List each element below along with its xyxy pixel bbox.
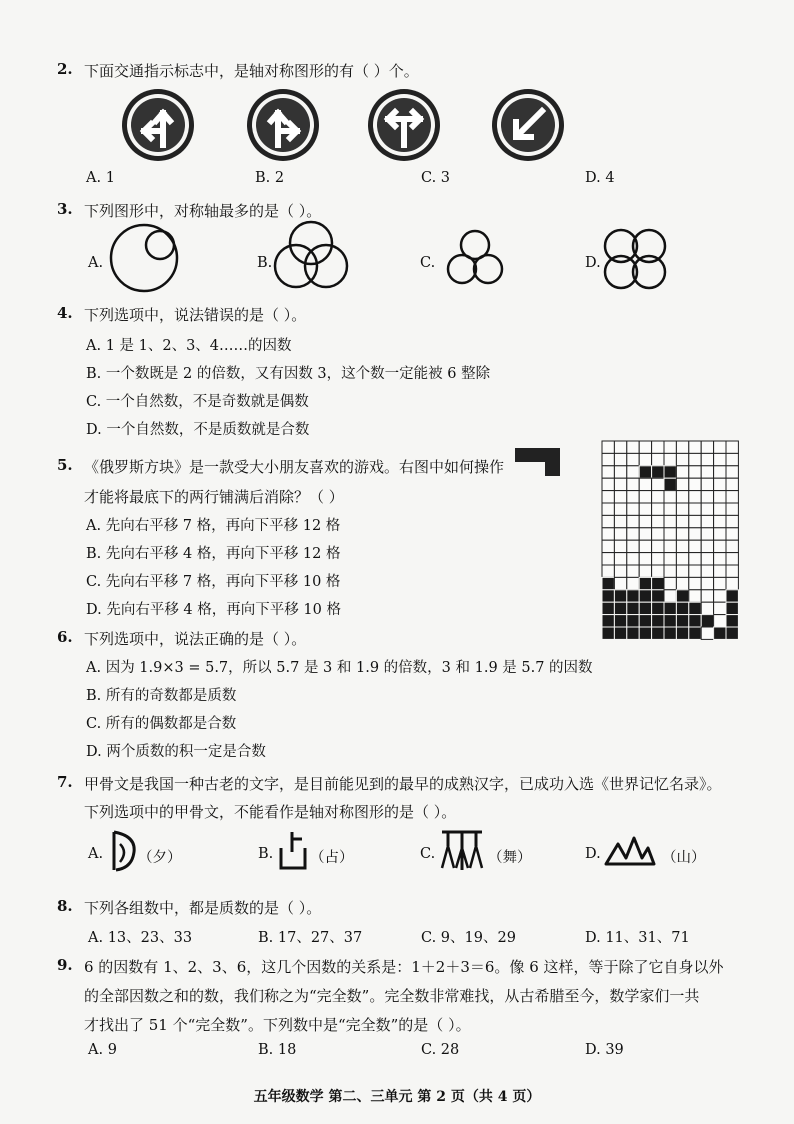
grid-cell-empty <box>639 515 651 527</box>
grid-cell-filled <box>689 602 701 614</box>
grid-cell-empty <box>602 466 614 478</box>
grid-cell-empty <box>614 540 626 552</box>
q3-option-b: B. <box>257 255 273 271</box>
grid-cell-filled <box>664 615 676 627</box>
grid-cell-empty <box>701 441 713 453</box>
grid-cell-filled <box>639 602 651 614</box>
oracle-shan-glyph-icon <box>604 834 656 868</box>
q8-option-a: A. 13、23、33 <box>88 930 193 946</box>
grid-cell-filled <box>652 466 664 478</box>
grid-cell-filled <box>652 590 664 602</box>
grid-cell-empty <box>664 503 676 515</box>
q7-option-b-gloss: （占） <box>310 850 354 866</box>
grid-cell-empty <box>689 441 701 453</box>
q4-option-d: D. 一个自然数，不是质数就是合数 <box>86 422 310 438</box>
grid-cell-empty <box>714 602 726 614</box>
tetromino-piece-icon <box>515 448 561 478</box>
grid-cell-filled <box>676 602 688 614</box>
grid-cell-empty <box>639 565 651 577</box>
grid-cell-empty <box>714 577 726 589</box>
grid-cell-filled <box>676 627 688 639</box>
grid-cell-empty <box>664 553 676 565</box>
grid-cell-empty <box>689 553 701 565</box>
q7-option-d-gloss: （山） <box>662 850 706 866</box>
q5-option-a: A. 先向右平移 7 格，再向下平移 12 格 <box>86 518 341 534</box>
q9-number: 9. <box>57 956 73 974</box>
q4-stem: 下列选项中，说法错误的是（ ）。 <box>84 306 307 324</box>
q4-option-c: C. 一个自然数，不是奇数就是偶数 <box>86 394 309 410</box>
q2-option-d: D. 4 <box>585 170 615 186</box>
grid-cell-filled <box>726 602 738 614</box>
grid-cell-empty <box>627 453 639 465</box>
q9-line1: 6 的因数有 1、2、3、6，这几个因数的关系是：1＋2＋3＝6。像 6 这样，等于除了它自身以外 <box>84 958 724 976</box>
grid-cell-empty <box>627 577 639 589</box>
grid-cell-empty <box>689 466 701 478</box>
grid-cell-filled <box>726 590 738 602</box>
grid-cell-empty <box>726 565 738 577</box>
circle-figure-c-icon <box>448 231 502 283</box>
grid-cell-empty <box>714 615 726 627</box>
grid-cell-empty <box>714 553 726 565</box>
oracle-wu-glyph-icon <box>440 828 484 874</box>
q7-option-c-label: C. <box>420 846 436 862</box>
grid-cell-empty <box>639 478 651 490</box>
q7-stem-line2: 下列选项中的甲骨文，不能看作是轴对称图形的是（ ）。 <box>84 803 457 821</box>
grid-cell-empty <box>639 453 651 465</box>
grid-cell-filled <box>627 602 639 614</box>
grid-cell-empty <box>652 515 664 527</box>
grid-cell-filled <box>676 590 688 602</box>
grid-cell-empty <box>701 565 713 577</box>
grid-cell-empty <box>676 528 688 540</box>
grid-cell-empty <box>714 491 726 503</box>
grid-cell-empty <box>602 540 614 552</box>
q2-option-b: B. 2 <box>255 170 285 186</box>
q5-option-c: C. 先向右平移 7 格，再向下平移 10 格 <box>86 574 341 590</box>
grid-cell-empty <box>726 540 738 552</box>
grid-cell-empty <box>714 590 726 602</box>
grid-cell-empty <box>676 540 688 552</box>
grid-cell-filled <box>639 615 651 627</box>
grid-cell-empty <box>602 503 614 515</box>
grid-cell-filled <box>652 615 664 627</box>
grid-cell-empty <box>676 478 688 490</box>
grid-cell-empty <box>602 441 614 453</box>
q6-stem: 下列选项中，说法正确的是（ ）。 <box>84 630 307 648</box>
q7-option-c-gloss: （舞） <box>488 850 532 866</box>
grid-cell-empty <box>701 515 713 527</box>
grid-cell-empty <box>639 528 651 540</box>
grid-cell-empty <box>714 441 726 453</box>
circle-figure-d-icon <box>605 230 665 288</box>
grid-cell-filled <box>639 590 651 602</box>
q4-option-a: A. 1 是 1、2、3、4……的因数 <box>86 338 292 354</box>
q5-option-b: B. 先向右平移 4 格，再向下平移 12 格 <box>86 546 341 562</box>
grid-cell-filled <box>652 577 664 589</box>
grid-cell-empty <box>701 602 713 614</box>
grid-cell-empty <box>676 515 688 527</box>
grid-cell-empty <box>689 491 701 503</box>
grid-cell-filled <box>689 615 701 627</box>
grid-cell-empty <box>602 553 614 565</box>
grid-cell-filled <box>701 615 713 627</box>
grid-cell-empty <box>689 577 701 589</box>
q7-option-a-gloss: （夕） <box>138 850 182 866</box>
grid-cell-empty <box>689 453 701 465</box>
grid-cell-empty <box>602 528 614 540</box>
grid-cell-filled <box>614 602 626 614</box>
grid-cell-empty <box>714 515 726 527</box>
grid-cell-empty <box>614 491 626 503</box>
grid-cell-filled <box>627 627 639 639</box>
q2-option-a: A. 1 <box>86 170 115 186</box>
grid-cell-empty <box>726 466 738 478</box>
grid-cell-empty <box>652 478 664 490</box>
grid-cell-empty <box>689 515 701 527</box>
q7-option-d-label: D. <box>585 846 601 862</box>
q5-number: 5. <box>57 456 73 474</box>
grid-cell-empty <box>614 528 626 540</box>
grid-cell-empty <box>726 478 738 490</box>
q9-option-a: A. 9 <box>88 1042 117 1058</box>
grid-cell-empty <box>676 503 688 515</box>
q3-number: 3. <box>57 200 73 218</box>
grid-cell-empty <box>627 478 639 490</box>
q2-option-c: C. 3 <box>421 170 451 186</box>
grid-cell-filled <box>726 627 738 639</box>
page-footer: 五年级数学 第二、三单元 第 2 页（共 4 页） <box>253 1089 541 1105</box>
grid-cell-filled <box>664 466 676 478</box>
q7-option-b-label: B. <box>258 846 274 862</box>
grid-cell-empty <box>602 491 614 503</box>
grid-cell-empty <box>689 528 701 540</box>
grid-cell-empty <box>714 528 726 540</box>
q8-number: 8. <box>57 897 73 915</box>
grid-cell-empty <box>714 478 726 490</box>
grid-cell-empty <box>652 503 664 515</box>
grid-cell-filled <box>639 627 651 639</box>
grid-cell-empty <box>614 577 626 589</box>
grid-cell-empty <box>627 441 639 453</box>
grid-cell-empty <box>614 441 626 453</box>
grid-cell-filled <box>627 615 639 627</box>
grid-cell-empty <box>664 590 676 602</box>
q3-circle-figures <box>0 0 794 300</box>
grid-cell-empty <box>689 565 701 577</box>
q5-stem-line1: 《俄罗斯方块》是一款受大小朋友喜欢的游戏。右图中如何操作 <box>84 458 505 476</box>
grid-cell-empty <box>602 453 614 465</box>
grid-cell-empty <box>627 528 639 540</box>
grid-cell-empty <box>664 540 676 552</box>
grid-cell-empty <box>701 453 713 465</box>
grid-cell-empty <box>614 565 626 577</box>
grid-cell-empty <box>726 515 738 527</box>
grid-cell-empty <box>714 466 726 478</box>
grid-cell-empty <box>627 503 639 515</box>
q9-option-b: B. 18 <box>258 1042 297 1058</box>
grid-cell-empty <box>726 528 738 540</box>
grid-cell-empty <box>714 503 726 515</box>
grid-cell-empty <box>664 565 676 577</box>
grid-cell-filled <box>614 627 626 639</box>
grid-cell-empty <box>652 565 664 577</box>
q9-line3: 才找出了 51 个“完全数”。下列数中是“完全数”的是（ ）。 <box>84 1016 471 1034</box>
grid-cell-empty <box>639 491 651 503</box>
grid-cell-empty <box>664 577 676 589</box>
q3-stem: 下列图形中，对称轴最多的是（ ）。 <box>84 202 322 220</box>
grid-cell-empty <box>726 503 738 515</box>
grid-cell-empty <box>664 515 676 527</box>
grid-cell-empty <box>627 491 639 503</box>
tetris-grid <box>602 441 742 641</box>
grid-cell-empty <box>701 466 713 478</box>
grid-cell-filled <box>602 590 614 602</box>
grid-cell-empty <box>689 540 701 552</box>
circle-figure-b-icon <box>275 222 347 287</box>
grid-cell-empty <box>652 553 664 565</box>
grid-cell-filled <box>652 627 664 639</box>
grid-cell-empty <box>676 491 688 503</box>
grid-cell-empty <box>714 565 726 577</box>
q7-option-a-label: A. <box>88 846 104 862</box>
circle-figure-a-icon <box>111 225 177 291</box>
grid-cell-filled <box>602 577 614 589</box>
q2-stem: 下面交通指示标志中，是轴对称图形的有（ ）个。 <box>84 62 419 80</box>
grid-cell-empty <box>627 553 639 565</box>
grid-cell-empty <box>701 590 713 602</box>
grid-cell-empty <box>664 491 676 503</box>
grid-cell-empty <box>701 540 713 552</box>
grid-cell-filled <box>602 602 614 614</box>
q8-option-b: B. 17、27、37 <box>258 930 363 946</box>
grid-cell-filled <box>639 466 651 478</box>
grid-cell-empty <box>627 515 639 527</box>
grid-cell-empty <box>701 491 713 503</box>
q3-option-d: D. <box>585 255 601 271</box>
grid-cell-filled <box>639 577 651 589</box>
grid-cell-empty <box>614 466 626 478</box>
grid-cell-empty <box>664 453 676 465</box>
grid-cell-empty <box>639 553 651 565</box>
q5-option-d: D. 先向右平移 4 格，再向下平移 10 格 <box>86 602 341 618</box>
grid-cell-empty <box>614 553 626 565</box>
q3-option-c: C. <box>420 255 436 271</box>
grid-cell-empty <box>726 491 738 503</box>
grid-cell-empty <box>701 627 713 639</box>
q7-stem-line1: 甲骨文是我国一种古老的文字，是目前能见到的最早的成熟汉字，已成功入选《世界记忆名录》。 <box>84 775 722 793</box>
grid-cell-empty <box>726 453 738 465</box>
grid-cell-empty <box>627 540 639 552</box>
grid-cell-filled <box>689 627 701 639</box>
q9-option-c: C. 28 <box>421 1042 460 1058</box>
grid-cell-filled <box>664 602 676 614</box>
grid-cell-empty <box>652 540 664 552</box>
oracle-xi-glyph-icon <box>108 830 138 872</box>
grid-cell-empty <box>639 540 651 552</box>
grid-cell-empty <box>614 453 626 465</box>
grid-cell-filled <box>664 478 676 490</box>
grid-cell-filled <box>602 627 614 639</box>
q2-number: 2. <box>57 60 73 78</box>
q6-option-c: C. 所有的偶数都是合数 <box>86 716 237 732</box>
grid-cell-empty <box>701 528 713 540</box>
q8-option-d: D. 11、31、71 <box>585 930 690 946</box>
grid-cell-empty <box>664 441 676 453</box>
grid-cell-filled <box>627 590 639 602</box>
grid-cell-empty <box>614 503 626 515</box>
grid-cell-empty <box>639 503 651 515</box>
grid-cell-empty <box>639 441 651 453</box>
grid-cell-empty <box>689 478 701 490</box>
q4-number: 4. <box>57 304 73 322</box>
grid-cell-empty <box>664 528 676 540</box>
q8-option-c: C. 9、19、29 <box>421 930 516 946</box>
grid-cell-empty <box>689 590 701 602</box>
grid-cell-empty <box>676 466 688 478</box>
grid-cell-empty <box>701 478 713 490</box>
grid-cell-empty <box>726 553 738 565</box>
grid-cell-empty <box>676 553 688 565</box>
grid-cell-filled <box>664 627 676 639</box>
oracle-zhan-glyph-icon <box>278 830 308 872</box>
grid-cell-empty <box>652 528 664 540</box>
grid-cell-empty <box>602 515 614 527</box>
q8-stem: 下列各组数中，都是质数的是（ ）。 <box>84 899 322 917</box>
grid-cell-empty <box>701 553 713 565</box>
grid-cell-filled <box>726 615 738 627</box>
grid-cell-empty <box>714 453 726 465</box>
q9-option-d: D. 39 <box>585 1042 624 1058</box>
grid-cell-empty <box>652 491 664 503</box>
grid-cell-empty <box>714 540 726 552</box>
grid-cell-filled <box>714 627 726 639</box>
grid-cell-empty <box>652 441 664 453</box>
grid-cell-filled <box>676 615 688 627</box>
grid-cell-empty <box>602 478 614 490</box>
q6-option-b: B. 所有的奇数都是质数 <box>86 688 237 704</box>
grid-cell-empty <box>689 503 701 515</box>
grid-cell-empty <box>614 478 626 490</box>
grid-cell-empty <box>726 577 738 589</box>
grid-cell-empty <box>701 577 713 589</box>
q6-option-d: D. 两个质数的积一定是合数 <box>86 744 266 760</box>
q9-line2: 的全部因数之和的数，我们称之为“完全数”。完全数非常难找，从古希腊至今，数学家们一共 <box>84 987 700 1005</box>
q7-number: 7. <box>57 773 73 791</box>
q5-stem-line2: 才能将最底下的两行铺满后消除？（ ） <box>84 488 344 506</box>
grid-cell-empty <box>602 565 614 577</box>
q3-option-a: A. <box>88 255 104 271</box>
grid-cell-empty <box>676 441 688 453</box>
grid-cell-empty <box>676 577 688 589</box>
grid-cell-empty <box>614 515 626 527</box>
grid-cell-filled <box>602 615 614 627</box>
grid-cell-empty <box>627 466 639 478</box>
grid-cell-empty <box>676 453 688 465</box>
grid-cell-empty <box>652 453 664 465</box>
grid-cell-empty <box>676 565 688 577</box>
grid-cell-filled <box>652 602 664 614</box>
grid-cell-empty <box>726 441 738 453</box>
q4-option-b: B. 一个数既是 2 的倍数，又有因数 3，这个数一定能被 6 整除 <box>86 366 491 382</box>
grid-cell-filled <box>614 615 626 627</box>
q6-number: 6. <box>57 628 73 646</box>
q6-option-a: A. 因为 1.9×3 = 5.7，所以 5.7 是 3 和 1.9 的倍数，3 和 1.9 是 5.7 的因数 <box>86 660 593 676</box>
grid-cell-empty <box>627 565 639 577</box>
grid-cell-empty <box>701 503 713 515</box>
grid-cell-filled <box>614 590 626 602</box>
